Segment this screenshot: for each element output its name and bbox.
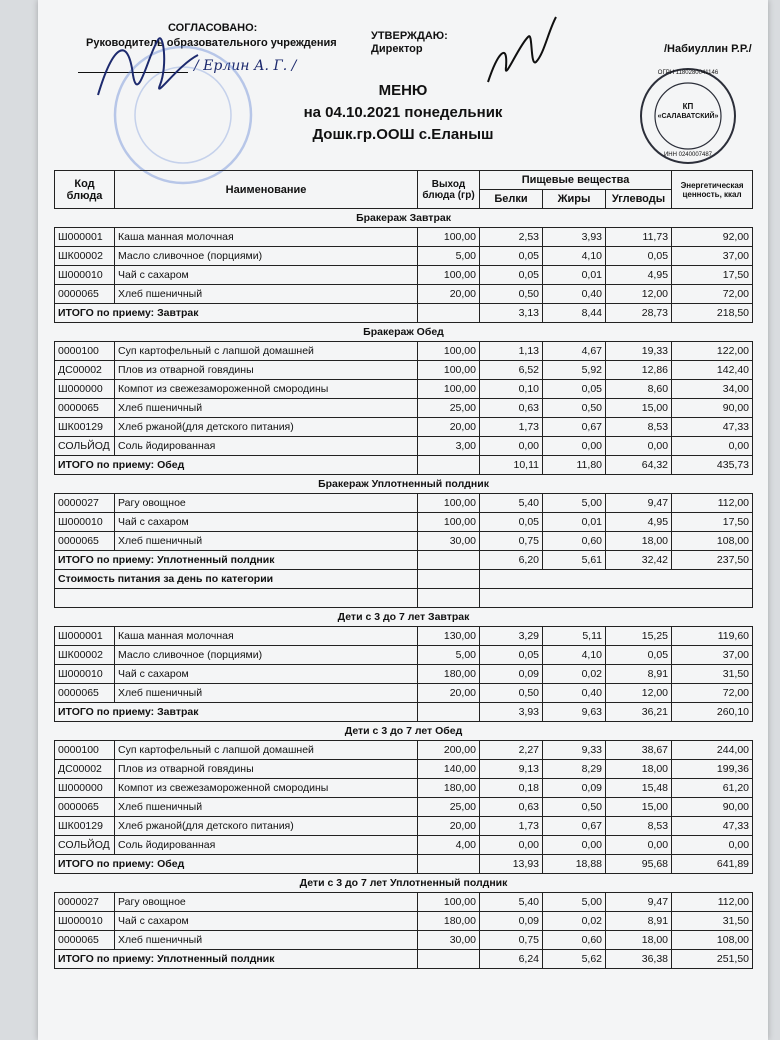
total-label: ИТОГО по приему: Завтрак — [55, 304, 418, 323]
dish-protein: 0,50 — [480, 285, 543, 304]
section-header-row — [55, 608, 753, 627]
dish-fat: 5,11 — [543, 627, 606, 646]
head-signature-name: / Ерлин А. Г. / — [194, 58, 297, 74]
dish-name: Хлеб пшеничный — [115, 684, 418, 703]
dish-protein: 1,73 — [480, 418, 543, 437]
dish-code: Ш000010 — [55, 266, 115, 285]
dish-carbs: 11,73 — [606, 228, 672, 247]
menu-group: Дошк.гр.ООШ с.Еланыш — [312, 126, 494, 143]
dish-energy: 119,60 — [672, 627, 753, 646]
dish-fat: 0,50 — [543, 399, 606, 418]
dish-output: 30,00 — [418, 931, 480, 950]
dish-carbs: 9,47 — [606, 893, 672, 912]
director-signature — [478, 12, 568, 92]
dish-code: 0000100 — [55, 342, 115, 361]
dish-carbs: 12,00 — [606, 285, 672, 304]
dish-name: Масло сливочное (порциями) — [115, 646, 418, 665]
stamp-center-1: КП — [682, 102, 694, 111]
dish-output: 100,00 — [418, 494, 480, 513]
section-title: Бракераж Уплотненный полдник — [55, 475, 753, 494]
dish-output: 100,00 — [418, 893, 480, 912]
section-title: Бракераж Завтрак — [55, 209, 753, 228]
total-label: ИТОГО по приему: Обед — [55, 855, 418, 874]
total-label: ИТОГО по приему: Обед — [55, 456, 418, 475]
dish-code: 0000027 — [55, 893, 115, 912]
total-label: ИТОГО по приему: Уплотненный полдник — [55, 551, 418, 570]
dish-energy: 112,00 — [672, 893, 753, 912]
dish-carbs: 15,00 — [606, 798, 672, 817]
total-protein: 3,93 — [480, 703, 543, 722]
dish-output: 100,00 — [418, 228, 480, 247]
dish-row — [55, 228, 753, 247]
dish-row — [55, 627, 753, 646]
empty-cell — [480, 589, 753, 608]
dish-carbs: 15,25 — [606, 627, 672, 646]
total-energy: 260,10 — [672, 703, 753, 722]
dish-output: 130,00 — [418, 627, 480, 646]
total-carbs: 64,32 — [606, 456, 672, 475]
total-output-empty — [418, 855, 480, 874]
dish-code: ШК00002 — [55, 646, 115, 665]
dish-output: 30,00 — [418, 532, 480, 551]
dish-code: 0000100 — [55, 741, 115, 760]
dish-carbs: 0,00 — [606, 836, 672, 855]
dish-row — [55, 779, 753, 798]
dish-code: Ш000000 — [55, 779, 115, 798]
dish-name: Каша манная молочная — [115, 228, 418, 247]
total-fat: 11,80 — [543, 456, 606, 475]
dish-code: 0000065 — [55, 399, 115, 418]
dish-name: Хлеб пшеничный — [115, 285, 418, 304]
dish-fat: 3,93 — [543, 228, 606, 247]
stamp-inn: ИНН 0240007487 — [663, 152, 712, 158]
total-row — [55, 855, 753, 874]
dish-name: Хлеб ржаной(для детского питания) — [115, 817, 418, 836]
dish-protein: 0,63 — [480, 399, 543, 418]
dish-fat: 0,40 — [543, 684, 606, 703]
dish-name: Чай с сахаром — [115, 266, 418, 285]
dish-carbs: 15,48 — [606, 779, 672, 798]
total-output-empty — [418, 950, 480, 969]
total-output-empty — [418, 551, 480, 570]
dish-energy: 90,00 — [672, 399, 753, 418]
dish-output: 180,00 — [418, 665, 480, 684]
dish-code: 0000065 — [55, 798, 115, 817]
dish-output: 20,00 — [418, 684, 480, 703]
dish-code: ШК00002 — [55, 247, 115, 266]
dish-row — [55, 532, 753, 551]
dish-protein: 0,05 — [480, 266, 543, 285]
dish-fat: 0,60 — [543, 931, 606, 950]
dish-carbs: 19,33 — [606, 342, 672, 361]
dish-code: 0000065 — [55, 532, 115, 551]
dish-fat: 0,00 — [543, 836, 606, 855]
section-header-row — [55, 722, 753, 741]
dish-energy: 92,00 — [672, 228, 753, 247]
dish-energy: 31,50 — [672, 665, 753, 684]
total-fat: 8,44 — [543, 304, 606, 323]
empty-cell — [55, 589, 418, 608]
total-carbs: 95,68 — [606, 855, 672, 874]
dish-energy: 17,50 — [672, 266, 753, 285]
dish-protein: 0,75 — [480, 931, 543, 950]
dish-energy: 47,33 — [672, 817, 753, 836]
dish-output: 20,00 — [418, 285, 480, 304]
dish-carbs: 18,00 — [606, 760, 672, 779]
dish-name: Чай с сахаром — [115, 513, 418, 532]
dish-output: 140,00 — [418, 760, 480, 779]
menu-table — [54, 170, 753, 969]
dish-name: Суп картофельный с лапшой домашней — [115, 741, 418, 760]
dish-row — [55, 912, 753, 931]
total-row — [55, 703, 753, 722]
dish-name: Хлеб пшеничный — [115, 399, 418, 418]
total-energy: 641,89 — [672, 855, 753, 874]
dish-energy: 17,50 — [672, 513, 753, 532]
dish-energy: 90,00 — [672, 798, 753, 817]
section-title: Дети с 3 до 7 лет Завтрак — [55, 608, 753, 627]
total-carbs: 36,38 — [606, 950, 672, 969]
dish-protein: 0,00 — [480, 836, 543, 855]
total-protein: 6,20 — [480, 551, 543, 570]
dish-protein: 5,40 — [480, 494, 543, 513]
dish-code: 0000065 — [55, 684, 115, 703]
dish-row — [55, 266, 753, 285]
dish-name: Компот из свежезамороженной смородины — [115, 380, 418, 399]
dish-energy: 31,50 — [672, 912, 753, 931]
dish-protein: 0,75 — [480, 532, 543, 551]
dish-output: 200,00 — [418, 741, 480, 760]
dish-code: Ш000010 — [55, 665, 115, 684]
dish-fat: 0,40 — [543, 285, 606, 304]
dish-carbs: 18,00 — [606, 532, 672, 551]
dish-output: 180,00 — [418, 779, 480, 798]
dish-row — [55, 513, 753, 532]
dish-row — [55, 380, 753, 399]
total-carbs: 28,73 — [606, 304, 672, 323]
dish-protein: 9,13 — [480, 760, 543, 779]
dish-energy: 72,00 — [672, 684, 753, 703]
dish-row — [55, 760, 753, 779]
dish-protein: 0,10 — [480, 380, 543, 399]
col-energy: Энергетическая ценность, ккал — [672, 171, 753, 209]
total-carbs: 36,21 — [606, 703, 672, 722]
total-output-empty — [418, 304, 480, 323]
dish-output: 4,00 — [418, 836, 480, 855]
dish-name: Суп картофельный с лапшой домашней — [115, 342, 418, 361]
dish-fat: 0,02 — [543, 912, 606, 931]
total-row — [55, 950, 753, 969]
total-fat: 5,62 — [543, 950, 606, 969]
dish-energy: 37,00 — [672, 247, 753, 266]
dish-energy: 34,00 — [672, 380, 753, 399]
organization-stamp — [638, 66, 738, 166]
dish-protein: 0,00 — [480, 437, 543, 456]
dish-name: Масло сливочное (порциями) — [115, 247, 418, 266]
dish-row — [55, 836, 753, 855]
total-protein: 3,13 — [480, 304, 543, 323]
dish-protein: 0,63 — [480, 798, 543, 817]
dish-carbs: 9,47 — [606, 494, 672, 513]
dish-carbs: 0,00 — [606, 437, 672, 456]
dish-energy: 37,00 — [672, 646, 753, 665]
total-row — [55, 551, 753, 570]
dish-carbs: 15,00 — [606, 399, 672, 418]
dish-code: СОЛЬЙОД — [55, 437, 115, 456]
dish-carbs: 38,67 — [606, 741, 672, 760]
col-fat: Жиры — [543, 190, 606, 209]
total-label: ИТОГО по приему: Уплотненный полдник — [55, 950, 418, 969]
section-header-row — [55, 475, 753, 494]
col-code: Код блюда — [55, 171, 115, 209]
dish-output: 100,00 — [418, 266, 480, 285]
dish-carbs: 8,53 — [606, 418, 672, 437]
dish-energy: 72,00 — [672, 285, 753, 304]
dish-name: Хлеб ржаной(для детского питания) — [115, 418, 418, 437]
dish-energy: 0,00 — [672, 836, 753, 855]
dish-energy: 61,20 — [672, 779, 753, 798]
dish-code: ДС00002 — [55, 760, 115, 779]
total-protein: 6,24 — [480, 950, 543, 969]
dish-protein: 6,52 — [480, 361, 543, 380]
dish-row — [55, 399, 753, 418]
dish-code: 0000065 — [55, 285, 115, 304]
total-protein: 10,11 — [480, 456, 543, 475]
stamp-center-2: «САЛАВАТСКИЙ» — [657, 113, 719, 120]
dish-fat: 0,60 — [543, 532, 606, 551]
dish-protein: 0,05 — [480, 646, 543, 665]
dish-output: 180,00 — [418, 912, 480, 931]
dish-code: 0000065 — [55, 931, 115, 950]
dish-protein: 2,53 — [480, 228, 543, 247]
dish-energy: 142,40 — [672, 361, 753, 380]
dish-protein: 0,05 — [480, 513, 543, 532]
col-carbs: Углеводы — [606, 190, 672, 209]
section-header-row — [55, 323, 753, 342]
col-nutrients: Пищевые вещества — [480, 171, 672, 190]
dish-name: Хлеб пшеничный — [115, 931, 418, 950]
dish-protein: 5,40 — [480, 893, 543, 912]
dish-name: Плов из отварной говядины — [115, 361, 418, 380]
dish-row — [55, 418, 753, 437]
total-label: ИТОГО по приему: Завтрак — [55, 703, 418, 722]
dish-output: 25,00 — [418, 798, 480, 817]
dish-fat: 0,67 — [543, 418, 606, 437]
dish-protein: 0,09 — [480, 912, 543, 931]
total-energy: 237,50 — [672, 551, 753, 570]
total-output-empty — [418, 703, 480, 722]
dish-output: 5,00 — [418, 646, 480, 665]
dish-code: Ш000010 — [55, 912, 115, 931]
menu-body — [55, 209, 753, 969]
dish-code: Ш000001 — [55, 627, 115, 646]
dish-row — [55, 494, 753, 513]
dish-fat: 5,00 — [543, 494, 606, 513]
dish-row — [55, 665, 753, 684]
dish-fat: 4,67 — [543, 342, 606, 361]
dish-protein: 1,13 — [480, 342, 543, 361]
total-row — [55, 304, 753, 323]
dish-fat: 0,01 — [543, 513, 606, 532]
dish-energy: 244,00 — [672, 741, 753, 760]
dish-row — [55, 798, 753, 817]
dish-output: 20,00 — [418, 418, 480, 437]
dish-row — [55, 342, 753, 361]
dish-energy: 108,00 — [672, 931, 753, 950]
dish-fat: 9,33 — [543, 741, 606, 760]
total-protein: 13,93 — [480, 855, 543, 874]
director-name: /Набиуллин Р.Р./ — [664, 43, 752, 55]
dish-fat: 0,00 — [543, 437, 606, 456]
dish-carbs: 8,53 — [606, 817, 672, 836]
dish-name: Хлеб пшеничный — [115, 532, 418, 551]
dish-fat: 0,50 — [543, 798, 606, 817]
total-output-empty — [418, 456, 480, 475]
cost-row — [55, 570, 753, 589]
dish-code: СОЛЬЙОД — [55, 836, 115, 855]
dish-fat: 8,29 — [543, 760, 606, 779]
total-carbs: 32,42 — [606, 551, 672, 570]
dish-row — [55, 437, 753, 456]
dish-protein: 0,09 — [480, 665, 543, 684]
dish-code: Ш000000 — [55, 380, 115, 399]
dish-fat: 0,09 — [543, 779, 606, 798]
dish-name: Чай с сахаром — [115, 912, 418, 931]
dish-protein: 0,50 — [480, 684, 543, 703]
dish-row — [55, 684, 753, 703]
dish-output: 20,00 — [418, 817, 480, 836]
dish-row — [55, 741, 753, 760]
dish-name: Рагу овощное — [115, 893, 418, 912]
dish-code: 0000027 — [55, 494, 115, 513]
dish-energy: 112,00 — [672, 494, 753, 513]
dish-output: 100,00 — [418, 513, 480, 532]
total-row — [55, 456, 753, 475]
dish-row — [55, 646, 753, 665]
dish-carbs: 8,60 — [606, 380, 672, 399]
dish-energy: 199,36 — [672, 760, 753, 779]
dish-code: Ш000001 — [55, 228, 115, 247]
dish-protein: 1,73 — [480, 817, 543, 836]
dish-carbs: 0,05 — [606, 646, 672, 665]
dish-name: Чай с сахаром — [115, 665, 418, 684]
menu-sheet — [38, 0, 768, 1040]
dish-protein: 0,05 — [480, 247, 543, 266]
section-title: Бракераж Обед — [55, 323, 753, 342]
dish-row — [55, 361, 753, 380]
cost-empty-row — [55, 589, 753, 608]
dish-output: 25,00 — [418, 399, 480, 418]
dish-carbs: 12,86 — [606, 361, 672, 380]
left-signature — [88, 25, 208, 115]
approve-label: УТВЕРЖДАЮ: — [371, 30, 448, 42]
dish-carbs: 8,91 — [606, 665, 672, 684]
dish-row — [55, 285, 753, 304]
dish-output: 100,00 — [418, 380, 480, 399]
dish-fat: 0,01 — [543, 266, 606, 285]
col-protein: Белки — [480, 190, 543, 209]
dish-protein: 0,18 — [480, 779, 543, 798]
dish-protein: 3,29 — [480, 627, 543, 646]
dish-name: Хлеб пшеничный — [115, 798, 418, 817]
dish-energy: 47,33 — [672, 418, 753, 437]
menu-date: на 04.10.2021 понедельник — [303, 104, 503, 121]
dish-code: ДС00002 — [55, 361, 115, 380]
dish-row — [55, 931, 753, 950]
dish-carbs: 4,95 — [606, 513, 672, 532]
dish-energy: 0,00 — [672, 437, 753, 456]
cost-value — [480, 570, 753, 589]
dish-fat: 5,00 — [543, 893, 606, 912]
dish-carbs: 12,00 — [606, 684, 672, 703]
dish-fat: 4,10 — [543, 247, 606, 266]
dish-name: Компот из свежезамороженной смородины — [115, 779, 418, 798]
dish-carbs: 8,91 — [606, 912, 672, 931]
dish-fat: 0,02 — [543, 665, 606, 684]
menu-title: МЕНЮ — [378, 82, 428, 99]
director-label: Директор — [371, 43, 423, 55]
dish-row — [55, 817, 753, 836]
dish-row — [55, 247, 753, 266]
dish-fat: 0,05 — [543, 380, 606, 399]
approved-label: СОГЛАСОВАНО: — [168, 22, 258, 34]
total-energy: 251,50 — [672, 950, 753, 969]
total-energy: 435,73 — [672, 456, 753, 475]
dish-energy: 108,00 — [672, 532, 753, 551]
col-name: Наименование — [115, 171, 418, 209]
dish-name: Соль йодированная — [115, 437, 418, 456]
dish-output: 100,00 — [418, 361, 480, 380]
dish-output: 100,00 — [418, 342, 480, 361]
dish-code: ШК00129 — [55, 817, 115, 836]
dish-output: 3,00 — [418, 437, 480, 456]
cost-blank — [418, 570, 480, 589]
dish-energy: 122,00 — [672, 342, 753, 361]
dish-code: Ш000010 — [55, 513, 115, 532]
dish-carbs: 18,00 — [606, 931, 672, 950]
section-header-row — [55, 874, 753, 893]
cost-label: Стоимость питания за день по категории — [55, 570, 418, 589]
total-fat: 9,63 — [543, 703, 606, 722]
dish-name: Рагу овощное — [115, 494, 418, 513]
dish-output: 5,00 — [418, 247, 480, 266]
dish-name: Соль йодированная — [115, 836, 418, 855]
col-output: Выход блюда (гр) — [418, 171, 480, 209]
dish-fat: 4,10 — [543, 646, 606, 665]
head-role-label: Руководитель образовательного учреждения — [86, 37, 337, 49]
section-header-row — [55, 209, 753, 228]
total-fat: 5,61 — [543, 551, 606, 570]
total-fat: 18,88 — [543, 855, 606, 874]
dish-code: ШК00129 — [55, 418, 115, 437]
empty-cell — [418, 589, 480, 608]
total-energy: 218,50 — [672, 304, 753, 323]
section-title: Дети с 3 до 7 лет Уплотненный полдник — [55, 874, 753, 893]
dish-name: Каша манная молочная — [115, 627, 418, 646]
dish-name: Плов из отварной говядины — [115, 760, 418, 779]
stamp-ogrn: ОГРН 1180280041146 — [657, 70, 719, 76]
dish-fat: 5,92 — [543, 361, 606, 380]
dish-row — [55, 893, 753, 912]
dish-fat: 0,67 — [543, 817, 606, 836]
section-title: Дети с 3 до 7 лет Обед — [55, 722, 753, 741]
dish-carbs: 0,05 — [606, 247, 672, 266]
dish-carbs: 4,95 — [606, 266, 672, 285]
dish-protein: 2,27 — [480, 741, 543, 760]
